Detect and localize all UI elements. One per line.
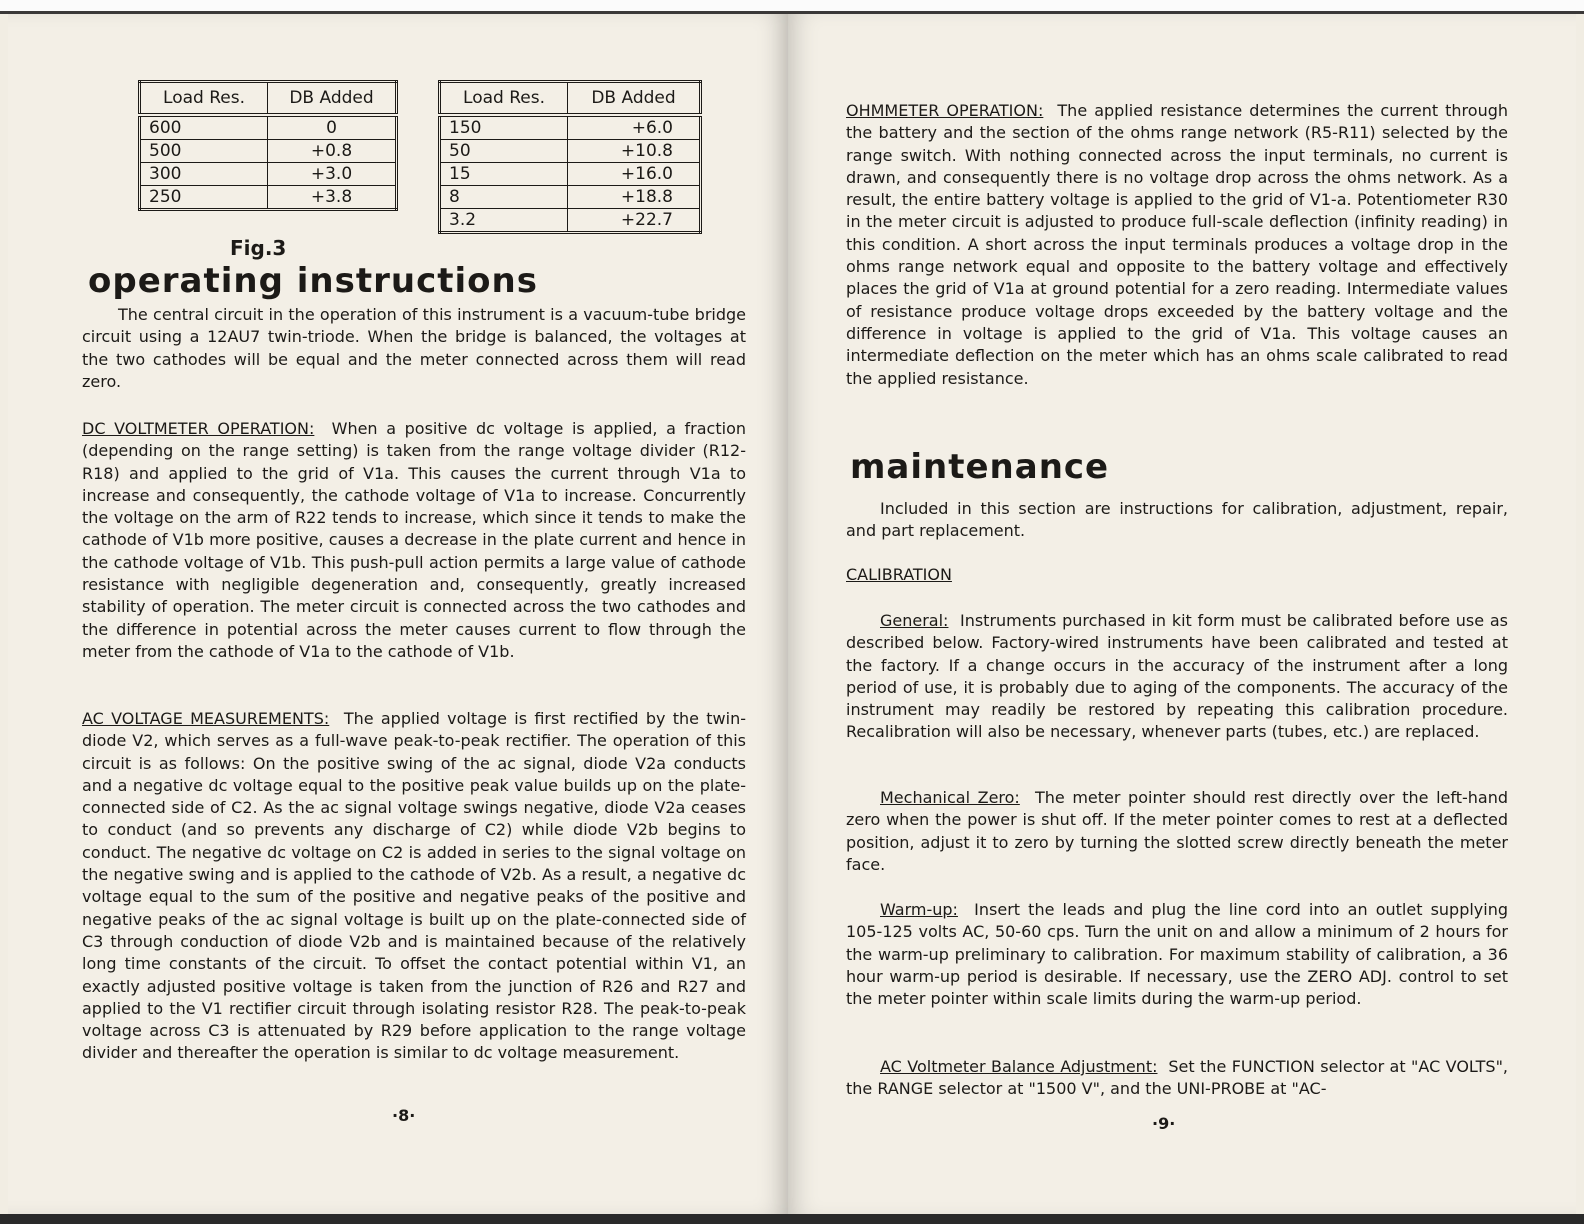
table-header-row bbox=[440, 82, 701, 116]
table-row bbox=[140, 163, 397, 186]
ac-voltage-title: AC VOLTAGE MEASUREMENTS: bbox=[82, 709, 330, 728]
table-header: Load Res. bbox=[440, 82, 568, 116]
table-cell: 600 bbox=[140, 115, 268, 140]
table-cell: 150 bbox=[440, 115, 568, 140]
page-number-right: ·9· bbox=[1152, 1114, 1176, 1133]
ac-voltage-paragraph bbox=[82, 708, 746, 1065]
left-page bbox=[8, 14, 788, 1214]
table-cell: +3.0 bbox=[268, 163, 397, 186]
table-header: DB Added bbox=[268, 82, 397, 116]
dc-voltmeter-body: When a positive dc voltage is applied, a fraction (depending on the range setting) is taken from the range voltage divider (R12-R18) and applied to the grid of V1a. This causes the current through V1a to increase and consequently, the cathode voltage of V1a to increase. Concurrently the voltage on the arm of R22 tends to increase, which since it tends to make the cathode of V1b more positive, causes a decrease in the plate current and hence in the cathode voltage of V1b. This push-pull action permits a large value of cathode resistance with negligible degeneration and, consequently, greatly increased stability of operation. The meter circuit is connected across the two cathodes and the difference in potential across the meter causes current to flow through the meter from the cathode of V1a to the cathode of V1b. bbox=[82, 419, 746, 661]
ac-balance-title: AC Voltmeter Balance Adjustment: bbox=[880, 1057, 1158, 1076]
table-cell: +22.7 bbox=[568, 209, 701, 233]
maintenance-intro: Included in this section are instructions for calibration, adjustment, repair, and part replacement. bbox=[846, 499, 1508, 541]
table-cell: 300 bbox=[140, 163, 268, 186]
table-cell: 250 bbox=[140, 186, 268, 210]
table-cell: +0.8 bbox=[268, 140, 397, 163]
table-cell: 8 bbox=[440, 186, 568, 209]
mechanical-zero-paragraph bbox=[846, 787, 1508, 876]
table-cell: +16.0 bbox=[568, 163, 701, 186]
calibration-heading-line bbox=[846, 564, 1508, 586]
table-cell: +10.8 bbox=[568, 140, 701, 163]
dc-voltmeter-paragraph bbox=[82, 418, 746, 663]
intro-paragraph: The central circuit in the operation of this instrument is a vacuum-tube bridge circuit using a 12AU7 twin-triode. When the bridge is balanced, the voltages at the two cathodes will be equal and the meter connected across them will read zero. bbox=[82, 305, 746, 391]
ac-balance-paragraph bbox=[846, 1056, 1508, 1101]
page-number-left: ·8· bbox=[392, 1106, 416, 1125]
table-cell: +3.8 bbox=[268, 186, 397, 210]
general-title: General: bbox=[880, 611, 949, 630]
table-header: Load Res. bbox=[140, 82, 268, 116]
right-page bbox=[788, 14, 1576, 1214]
table-header-row bbox=[140, 82, 397, 116]
table-cell: 0 bbox=[268, 115, 397, 140]
warm-up-paragraph bbox=[846, 899, 1508, 1010]
table-cell: 50 bbox=[440, 140, 568, 163]
ohmmeter-title: OHMMETER OPERATION: bbox=[846, 101, 1044, 120]
figure-caption: Fig.3 bbox=[230, 236, 287, 260]
table-cell: 500 bbox=[140, 140, 268, 163]
table-row bbox=[140, 115, 397, 140]
warm-up-body: Insert the leads and plug the line cord into an outlet supplying 105-125 volts AC, 50-60 cps. Turn the unit on and allow a minimum of 2 hours for the warm-up preliminary to calibration. For maximum stability of calibration, a 36 hour warm-up period is desirable. If necessary, use the ZERO ADJ. control to set the meter pointer within scale limits during the warm-up period. bbox=[846, 900, 1509, 1009]
table-row bbox=[440, 209, 701, 233]
table-row bbox=[440, 115, 701, 140]
mechanical-zero-body: The meter pointer should rest directly over the left-hand zero when the power is shut off. If the meter pointer comes to rest at a deflected position, adjust it to zero by turning the slotted screw directly beneath the meter face. bbox=[846, 788, 1508, 874]
table-header: DB Added bbox=[568, 82, 701, 116]
ac-voltage-body: The applied voltage is first rectified by the twin-diode V2, which serves as a full-wave peak-to-peak rectifier. The operation of this circuit is as follows: On the positive swing of the ac signal, diode V2a conducts and a negative dc voltage equal to the positive peak value builds up on the plate-connected side of C2. As the ac signal voltage swings negative, diode V2a ceases to conduct (and so prevents any discharge of C2) while diode V2b begins to conduct. The negative dc voltage on C2 is added in series to the signal voltage on the negative swing and is applied to the cathode of V2b. As a result, a negative dc voltage equal to the sum of the positive and negative peaks of the positive and negative peaks of the ac signal voltage is built up on the plate-connected side of C3 through conduction of diode V2b and is maintained because of the relatively long time constants of the circuit. To offset the contact potential within V1, an exactly adjusted positive voltage is taken from the junction of R26 and R27 and applied to the V1 rectifier circuit through isolating resistor R28. The peak-to-peak voltage across C3 is attenuated by R29 before application to the range voltage divider and thereafter the operation is similar to dc voltage measurement. bbox=[82, 709, 746, 1063]
mechanical-zero-title: Mechanical Zero: bbox=[880, 788, 1020, 807]
load-resistance-table-1 bbox=[138, 80, 398, 211]
table-row bbox=[140, 140, 397, 163]
ohmmeter-paragraph bbox=[846, 100, 1508, 390]
section-heading-maintenance: maintenance bbox=[850, 447, 1110, 487]
table-cell: 3.2 bbox=[440, 209, 568, 233]
table-row bbox=[440, 140, 701, 163]
top-edge bbox=[0, 0, 1584, 14]
warm-up-title: Warm-up: bbox=[880, 900, 958, 919]
dc-voltmeter-title: DC VOLTMETER OPERATION: bbox=[82, 419, 315, 438]
table-cell: +18.8 bbox=[568, 186, 701, 209]
ohmmeter-body: The applied resistance determines the current through the battery and the section of the ohms range network (R5-R11) selected by the range switch. With nothing connected across the input terminals, no current is drawn, and consequently there is no voltage drop across the ohms network. As a result, the entire battery voltage is applied to the grid of V1-a. Potentiometer R30 in the meter circuit is adjusted to produce full-scale deflection (infinity reading) in this condition. A short across the input terminals produces a voltage drop in the ohms range network equal and opposite to the battery voltage and effectively places the grid of V1a at ground potential for a zero reading. Intermediate values of resistance produce voltage drops exceeded by the battery voltage and the difference in voltage is applied to the grid of V1a. This voltage causes an intermediate deflection on the meter which has an ohms scale calibrated to read the applied resistance. bbox=[846, 101, 1508, 388]
ac-balance-body: Set the FUNCTION selector at "AC VOLTS", the RANGE selector at "1500 V", and the UNI-PROBE at "AC- bbox=[846, 1057, 1509, 1099]
book-spread bbox=[0, 14, 1584, 1214]
calibration-title: CALIBRATION bbox=[846, 565, 952, 584]
table-row bbox=[440, 163, 701, 186]
table-row bbox=[140, 186, 397, 210]
general-body: Instruments purchased in kit form must be calibrated before use as described below. Factory-wired instruments have been calibrated and tested at the factory. If a change occurs in the accuracy of the instrument after a long period of use, it is probably due to aging of the components. The accuracy of the instrument may readily be restored by repeating this calibration procedure. Recalibration will also be necessary, whenever parts (tubes, etc.) are replaced. bbox=[846, 611, 1509, 742]
section-heading-operating-instructions: operating instructions bbox=[88, 261, 538, 301]
load-resistance-table-2 bbox=[438, 80, 702, 234]
table-cell: +6.0 bbox=[568, 115, 701, 140]
table-row bbox=[440, 186, 701, 209]
general-paragraph bbox=[846, 610, 1508, 744]
table-cell: 15 bbox=[440, 163, 568, 186]
